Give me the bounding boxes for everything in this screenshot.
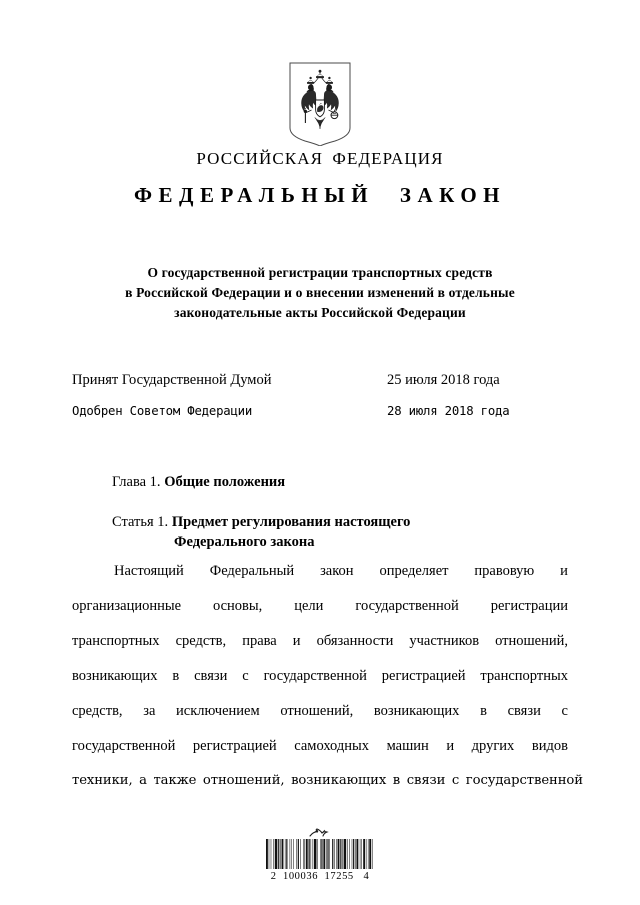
emblem-container <box>0 62 640 146</box>
body-word: регистрацией <box>192 738 277 754</box>
adoption-row-council <box>72 404 527 436</box>
body-word: транспортных <box>72 633 160 649</box>
body-word: государственной <box>72 738 176 754</box>
body-word: регистрации <box>490 598 568 614</box>
law-subtitle-line-1: О государственной регистрации транспортных средств <box>147 265 493 280</box>
body-word: регистрацией <box>381 668 466 684</box>
law-title: ФЕДЕРАЛЬНЫЙ ЗАКОН <box>134 182 506 207</box>
body-word: и <box>560 563 568 579</box>
body-line <box>72 668 568 703</box>
body-word: и <box>292 633 301 649</box>
body-line <box>72 563 568 598</box>
body-word: цели <box>294 598 324 614</box>
body-word: других <box>471 738 515 754</box>
article-number: Статья 1. <box>112 514 169 530</box>
article-name-line-1: Предмет регулирования настоящего <box>171 514 411 530</box>
body-word: исключением <box>176 703 260 719</box>
adoption-label-council: Одобрен Советом Федерации <box>72 404 253 418</box>
body-word: возникающих <box>72 668 158 684</box>
chapter-name: Общие положения <box>164 474 286 490</box>
document-title-block <box>0 150 640 207</box>
body-line-last: техники, а также отношений, возникающих в связи с государственной <box>72 773 583 788</box>
body-word: средств, <box>72 703 123 719</box>
body-word: отношений, <box>495 633 568 649</box>
body-line <box>72 703 568 738</box>
barcode-bars <box>266 839 374 869</box>
body-word: закон <box>320 563 354 579</box>
body-word: правовую <box>474 563 535 579</box>
body-word: обязанности <box>316 633 394 649</box>
handwritten-mark-icon <box>307 828 333 838</box>
body-word: с <box>242 668 249 684</box>
article-heading <box>112 512 410 552</box>
body-line <box>72 633 568 668</box>
article-body <box>72 563 583 808</box>
body-word: машин <box>386 738 429 754</box>
body-word: в <box>172 668 180 684</box>
body-word: возникающих <box>373 703 460 719</box>
law-subtitle-line-3: законодательные акты Российской Федерации <box>174 305 466 320</box>
body-word: в <box>480 703 487 719</box>
adoption-date-council: 28 июля 2018 года <box>387 404 510 418</box>
body-word: связи <box>507 703 541 719</box>
adoption-date-duma: 25 июля 2018 года <box>387 372 500 388</box>
body-word: права <box>242 633 277 649</box>
body-word: за <box>143 703 156 719</box>
law-subtitle <box>0 263 640 323</box>
body-line <box>72 738 568 773</box>
body-word: определяет <box>379 563 449 579</box>
body-word: Федеральный <box>209 563 295 579</box>
body-word: Настоящий <box>114 563 184 579</box>
chapter-heading <box>112 474 285 491</box>
chapter-number: Глава 1. <box>112 474 161 490</box>
body-word: с <box>561 703 568 719</box>
body-word: связи <box>194 668 228 684</box>
law-subtitle-line-2: в Российской Федерации и о внесении изменений в отдельные <box>125 285 515 300</box>
body-word: отношений, <box>280 703 354 719</box>
body-word: государственной <box>263 668 367 684</box>
body-line <box>72 598 568 633</box>
adoption-row-duma <box>72 372 527 404</box>
body-word: транспортных <box>480 668 568 684</box>
russian-coat-of-arms-icon <box>289 62 351 146</box>
article-name-line-2: Федерального закона <box>174 534 315 550</box>
body-word: средств, <box>175 633 227 649</box>
body-word: и <box>446 738 455 754</box>
barcode-number: 2 100036 17255 4 <box>270 871 370 882</box>
adoption-block <box>72 372 527 436</box>
body-word: государственной <box>355 598 459 614</box>
body-word: самоходных <box>294 738 369 754</box>
body-word: организационные <box>72 598 182 614</box>
body-word: участников <box>409 633 480 649</box>
barcode-block <box>0 828 640 882</box>
body-word: видов <box>531 738 568 754</box>
body-word: основы, <box>213 598 263 614</box>
country-title: РОССИЙСКАЯ ФЕДЕРАЦИЯ <box>196 149 444 168</box>
adoption-label-duma: Принят Государственной Думой <box>72 372 272 388</box>
